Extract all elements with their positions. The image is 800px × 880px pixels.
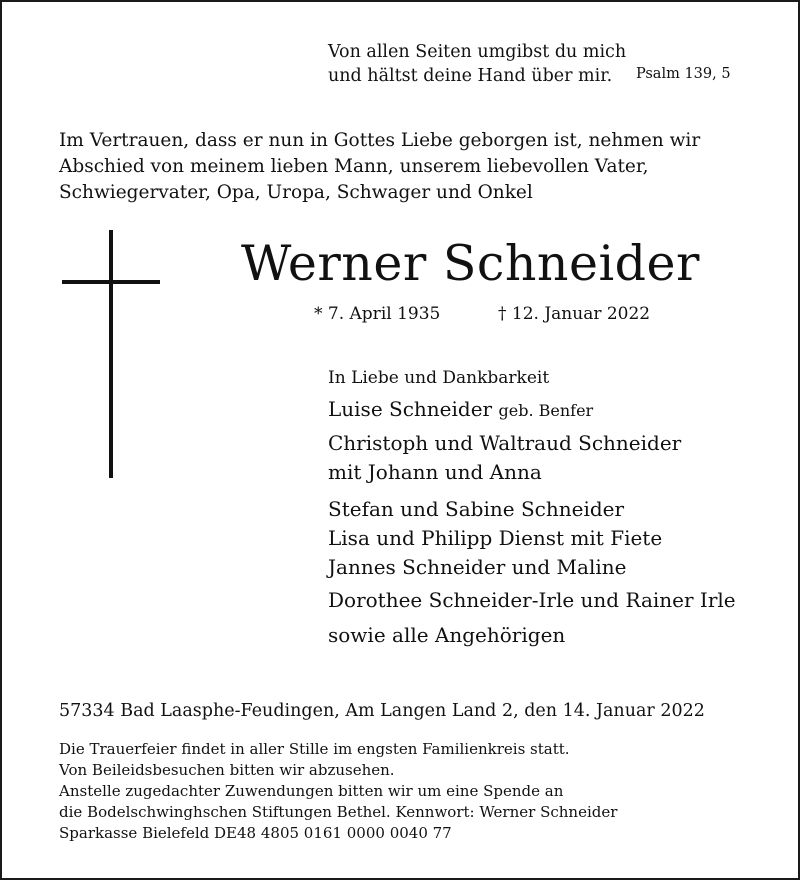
mourner-line: mit Johann und Anna: [328, 460, 542, 484]
mourner-line: Lisa und Philipp Dienst mit Fiete: [328, 526, 663, 550]
intro-line: Im Vertrauen, dass er nun in Gottes Liebe geborgen ist, nehmen wir: [59, 130, 701, 151]
psalm-verse: [328, 40, 626, 88]
spouse-name: Luise Schneider: [328, 397, 493, 421]
cross-icon: [62, 230, 160, 478]
spouse-row: [328, 395, 768, 425]
birth-date: * 7. April 1935: [314, 304, 441, 324]
intro-text: [59, 128, 759, 206]
deceased-name: Werner Schneider: [241, 235, 700, 292]
note-line: Sparkasse Bielefeld DE48 4805 0161 0000 0040 77: [59, 824, 452, 842]
note-line: Die Trauerfeier findet in aller Stille im engsten Familienkreis statt.: [59, 740, 570, 758]
intro-line: Schwiegervater, Opa, Uropa, Schwager und Onkel: [59, 182, 533, 203]
psalm-reference: Psalm 139, 5: [636, 66, 731, 82]
intro-line: Abschied von meinem lieben Mann, unserem liebevollen Vater,: [59, 156, 649, 177]
mourner-line: Jannes Schneider und Maline: [328, 555, 627, 579]
note-line: Von Beileidsbesuchen bitten wir abzusehen.: [59, 761, 395, 779]
psalm-line: Von allen Seiten umgibst du mich: [328, 42, 627, 62]
cross-horizontal-bar: [62, 280, 160, 284]
mourners-list: [328, 365, 768, 650]
note-line: Anstelle zugedachter Zuwendungen bitten wir um eine Spende an: [59, 782, 564, 800]
psalm-line: und hältst deine Hand über mir.: [328, 66, 613, 86]
funeral-notes: [59, 739, 617, 844]
death-date: † 12. Januar 2022: [498, 304, 651, 324]
mourner-line: sowie alle Angehörigen: [328, 623, 566, 647]
cross-vertical-bar: [109, 230, 113, 478]
mourner-line: Stefan und Sabine Schneider: [328, 497, 625, 521]
mourner-line: Christoph und Waltraud Schneider: [328, 431, 682, 455]
mourner-line: Dorothee Schneider-Irle und Rainer Irle: [328, 588, 736, 612]
mourners-heading: In Liebe und Dankbarkeit: [328, 368, 550, 388]
address-line: 57334 Bad Laasphe-Feudingen, Am Langen Land 2, den 14. Januar 2022: [59, 701, 705, 721]
note-line: die Bodelschwinghschen Stiftungen Bethel. Kennwort: Werner Schneider: [59, 803, 618, 821]
spouse-maiden-name: geb. Benfer: [498, 401, 594, 420]
